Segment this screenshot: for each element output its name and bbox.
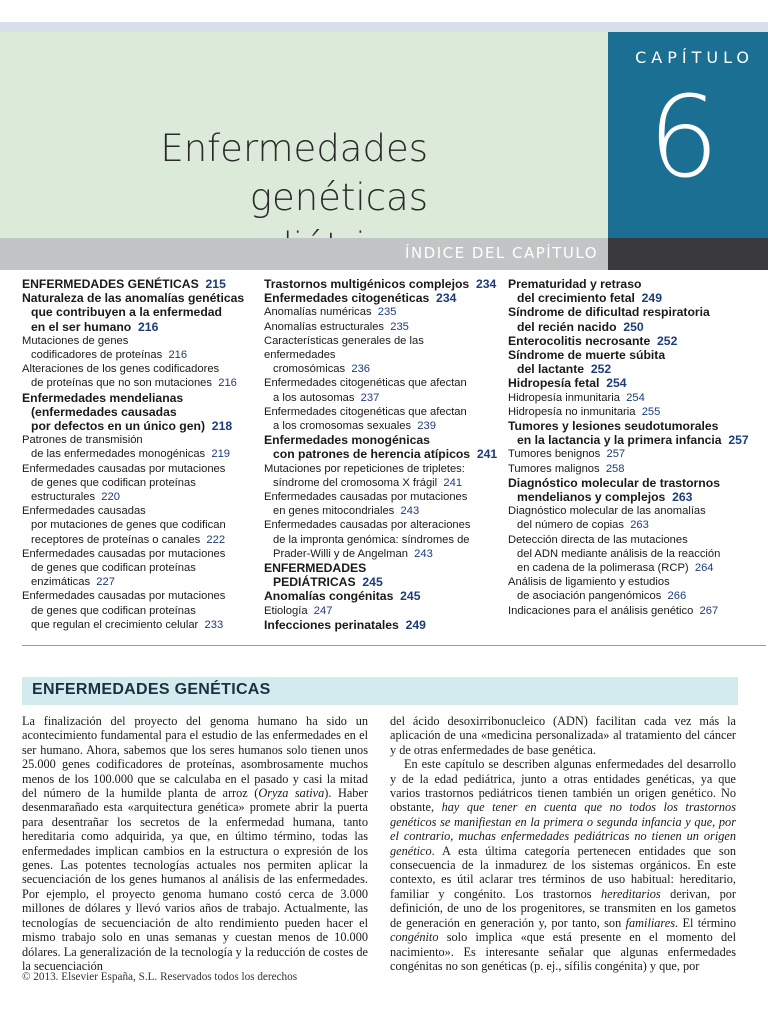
toc-entry-title: Anomalías estructurales [264,320,385,333]
toc-page-number: 249 [398,617,426,632]
toc-entry [22,547,254,561]
body-paragraph: del ácido desoxirribonucleico (ADN) facilitan cada vez más la aplicación de una «medicina personalizada» al tratamiento del cáncer y de otras enfermedades de base genética. [390,714,736,757]
toc-page-number: 252 [650,333,678,348]
body-italic-text: hereditarios [601,886,661,901]
toc-entry-title: Enfermedades citogenéticas que afectan [264,405,467,418]
toc-entry-title: Síndrome de dificultad respiratoria [508,305,710,320]
toc-page-number: 247 [307,604,333,617]
toc-entry [264,405,498,419]
toc-entry [264,561,498,575]
toc-page-number: 254 [599,376,627,391]
toc-page-number: 263 [665,490,693,505]
toc-entry-title: Naturaleza de las anomalías genéticas [22,291,245,306]
toc-entry [22,589,254,603]
toc-entry-title: Mutaciones por repeticiones de tripletes: [264,462,465,475]
toc-entry [22,362,254,376]
toc-entry [22,305,254,319]
toc-entry [508,362,764,376]
toc-entry [264,376,498,390]
toc-entry-title: que regulan el crecimiento celular [31,618,199,631]
toc-entry-title: Enfermedades causadas [22,505,146,518]
toc-entry-title: Diagnóstico molecular de trastornos [508,475,720,490]
toc-entry-title: Hidropesía fetal [508,376,600,391]
chapter-title-line1: Enfermedades genéticas [160,127,428,219]
body-text: derivan, por definición, de uno de los progenitores, se transmiten en los gametos de generación en generación y, por tanto, son [390,886,736,930]
toc-entry-title: Enfermedades citogenéticas que afectan [264,377,467,390]
body-text: ). Haber desenmarañado esta «arquitectura genética» promete abrir la puerta para desentrañar los secretos de la enfermedad humana, tanto hereditaria como adquirida, ya que, en último término, todas las enfermedades implican cambios en la estructura o expresión de los genes. Las potentes tecnologías actuales nos permiten aplicar la secuenciación de los genes humanos al análisis de las enfermedades. Por ejemplo, el proyecto genoma humano costó cerca de 3.000 millones de dólares y llevó varios años de trabajo. Actualmente, las tecnologías de secuenciación de alto rendimiento pueden hacer el mismo trabajo solo en unas semanas y cuestan menos de 10.000 dólares. La generalización de la tecnología y la reducción de costes de la secuenciación [22,786,368,973]
toc-entry-title: de genes que codifican proteínas [31,562,196,575]
toc-entry-title: en genes mitocondriales [273,505,395,518]
toc-entry-title: Hidropesía inmunitaria [508,391,620,404]
toc-entry [22,348,254,362]
toc-entry-title: cromosómicas [273,363,346,376]
toc-page-number: 249 [634,291,662,306]
toc-entry [264,277,498,291]
toc-page-number: 266 [661,590,687,603]
toc-entry [22,405,254,419]
toc-entry [22,291,254,305]
toc-entry-title: Enfermedades causadas por mutaciones [264,491,468,504]
toc-entry-title: Etiología [264,604,308,617]
toc-column-3 [508,277,764,618]
toc-entry-title: del recién nacido [517,319,617,334]
toc-entry [508,405,764,419]
toc-entry [508,391,764,405]
toc-entry [508,490,764,504]
toc-entry [508,305,764,319]
toc-entry [22,277,254,291]
body-italic-text: hay que tener en cuenta que no todos los trastornos genéticos se manifiestan en la primera o segunda infancia y que, por el contrario, muchas enfermedades pediátricas no tienen un origen genético [390,800,736,858]
toc-entry-title: receptores de proteínas o canales [31,533,201,546]
toc-entry [264,589,498,603]
toc-entry-title: por defectos en un único gen) [31,419,206,434]
chapter-header-band [0,32,608,238]
toc-page-number: 222 [200,533,226,546]
toc-entry [264,504,498,518]
toc-page-number: 235 [384,320,409,333]
toc-page-number: 263 [623,519,649,532]
toc-entry-title: Enfermedades causadas por alteraciones [264,519,471,532]
toc-entry-title: a los cromosomas sexuales [273,420,412,433]
toc-entry-title: Diagnóstico molecular de las anomalías [508,505,706,518]
chapter-label: CAPÍTULO [635,48,754,67]
toc-entry [508,604,764,618]
toc-entry-title: en cadena de la polimerasa (RCP) [517,562,689,575]
toc-entry [22,447,254,461]
index-band [0,238,608,270]
toc-page-number: 241 [470,447,498,462]
toc-entry [508,334,764,348]
toc-entry-title: Tumores benignos [508,448,601,461]
body-paragraph [390,757,736,973]
body-text: . El término [675,915,736,930]
toc-page-number: 241 [437,476,463,489]
toc-entry-title: Enterocolitis necrosante [508,333,651,348]
toc-entry-title: Síndrome de muerte súbita [508,348,666,363]
toc-entry-title: Tumores y lesiones seudotumorales [508,419,719,434]
toc-entry-title: Indicaciones para el análisis genético [508,604,694,617]
toc-entry [508,447,764,461]
toc-entry-title: Tumores malignos [508,462,600,475]
body-text: solo implica «que está presente en el momento del nacimiento». Es interesante señalar que algunas enfermedades congénitas no son genéticas (p. ej., sífilis congénita) y que, por [390,930,736,973]
toc-page-number: 234 [429,291,457,306]
toc-entry-title: ENFERMEDADES [264,561,367,576]
toc-column-2 [264,277,498,632]
toc-entry-title: Hidropesía no inmunitaria [508,405,636,418]
toc-entry-title: Enfermedades mendelianas [22,390,184,405]
toc-entry [22,618,254,632]
toc-column-1 [22,277,254,632]
toc-entry-title: enzimáticas [31,576,91,589]
toc-entry [264,291,498,305]
toc-entry-title: Enfermedades causadas por mutaciones [22,590,226,603]
toc-page-number: 257 [600,448,626,461]
toc-entry-title: de proteínas que no son mutaciones [31,377,212,390]
toc-entry-title: estructurales [31,491,96,504]
toc-entry [22,604,254,618]
toc-entry [264,334,498,362]
toc-entry [264,447,498,461]
toc-page-number: 255 [635,405,661,418]
index-dark-block [608,238,768,270]
toc-page-number: 234 [469,277,497,291]
toc-entry [508,504,764,518]
toc-entry [264,391,498,405]
toc-page-number: 252 [584,362,612,377]
toc-entry-title: (enfermedades causadas [31,404,177,419]
toc-entry [22,433,254,447]
toc-entry-title: codificadores de proteínas [31,349,163,362]
toc-entry-title: Infecciones perinatales [264,617,399,632]
toc-entry-title: Enfermedades causadas por mutaciones [22,462,226,475]
toc-page-number: 254 [619,391,645,404]
toc-entry [22,320,254,334]
toc-entry-title: ENFERMEDADES GENÉTICAS [22,277,199,291]
toc-entry-title: por mutaciones de genes que codifican [31,519,226,532]
toc-entry [264,533,498,547]
toc-entry-title: Enfermedades citogenéticas [264,291,430,306]
toc-entry [22,376,254,390]
toc-entry-title: Características generales de las enfermedades [264,334,424,362]
toc-entry [22,575,254,589]
toc-entry-title: del ADN mediante análisis de la reacción [517,547,721,560]
toc-entry-title: con patrones de herencia atípicos [273,447,471,462]
toc-page-number: 243 [394,505,420,518]
chapter-number: 6 [648,73,720,203]
toc-entry [22,561,254,575]
toc-page-number: 220 [95,491,120,504]
toc-entry-title: del crecimiento fetal [517,291,635,306]
toc-page-number: 216 [212,377,237,390]
toc-page-number: 237 [354,391,380,404]
toc-page-number: 264 [688,562,714,575]
toc-entry [264,547,498,561]
top-color-strip [0,22,768,32]
toc-entry [508,561,764,575]
toc-entry [264,419,498,433]
toc-entry [264,575,498,589]
toc-entry [22,533,254,547]
toc-entry [508,320,764,334]
toc-entry [508,348,764,362]
toc-page-number: 236 [345,363,371,376]
toc-entry-title: PEDIÁTRICAS [273,575,356,590]
toc-entry [264,490,498,504]
toc-entry-title: Alteraciones de los genes codificadores [22,363,220,376]
toc-page-number: 216 [131,319,159,334]
toc-entry [264,462,498,476]
toc-page-number: 219 [205,448,231,461]
body-column-2 [390,714,736,973]
toc-entry [508,277,764,291]
toc-entry [264,604,498,618]
toc-entry [22,476,254,490]
toc-entry-title: de asociación pangenómicos [517,590,662,603]
toc-entry [508,518,764,532]
toc-page-number: 258 [599,462,625,475]
body-text: . A esta última categoría pertenecen entidades que son consecuencia de la inmadurez de los sistemas orgánicos. En este contexto, es útil aclarar tres términos de uso habitual: hereditario, familiar y congénito. Los trastornos [390,843,736,901]
toc-entry-title: mendelianos y complejos [517,490,666,505]
toc-entry [508,589,764,603]
toc-entry [264,305,498,319]
toc-page-number: 227 [90,576,115,589]
toc-page-number: 243 [407,547,433,560]
toc-entry [22,391,254,405]
toc-entry [508,462,764,476]
toc-entry-title: que contribuyen a la enfermedad [31,305,222,320]
toc-entry-title: de genes que codifican proteínas [31,604,196,617]
toc-page-number: 218 [205,419,233,434]
body-column-1 [22,714,368,973]
body-italic-text: congénito [390,930,439,945]
toc-entry-title: Prematuridad y retraso [508,277,642,291]
toc-entry [508,533,764,547]
toc-page-number: 267 [693,604,719,617]
toc-entry-title: de genes que codifican proteínas [31,476,196,489]
toc-entry [22,462,254,476]
body-text: La finalización del proyecto del genoma humano ha sido un acontecimiento fundamental para el estudio de las enfermedades en el ser humano. Ahora, sabemos que los seres humanos solo tienen unos 25.000 genes codificadores de proteínas, asombrosamente muchos menos de los 100.000 que se calculaba en el pasado y casi la mitad del número de la humilde planta de arroz ( [22,714,368,801]
toc-entry [508,433,764,447]
toc-page-number: 245 [393,589,421,604]
body-italic-text: Oryza sativa [258,786,325,801]
body-paragraph [22,714,368,973]
toc-page-number: 235 [371,306,397,319]
toc-entry [264,476,498,490]
toc-entry-title: en la lactancia y la primera infancia [517,433,722,448]
toc-page-number: 239 [411,420,436,433]
toc-entry-title: del número de copias [517,519,624,532]
body-italic-text: familiares [625,915,675,930]
toc-entry [508,291,764,305]
toc-entry-title: Enfermedades monogénicas [264,433,430,448]
chapter-number-block [608,32,768,238]
toc-entry-title: Trastornos multigénicos complejos [264,277,470,291]
toc-entry [264,433,498,447]
toc-entry-title: de las enfermedades monogénicas [31,448,206,461]
toc-entry [264,320,498,334]
toc-entry-title: Mutaciones de genes [22,334,129,347]
toc-entry [264,618,498,632]
index-label: ÍNDICE DEL CAPÍTULO [405,244,598,262]
toc-entry-title: Prader-Willi y de Angelman [273,547,408,560]
toc-entry [22,490,254,504]
body-text: En este capítulo se describen algunas enfermedades del desarrollo y de la edad pediátrica, junto a otras entidades genéticas, ya que varios trastornos pediátricos tienen también un origen genético. No obstante, [390,757,736,815]
toc-page-number: 233 [198,618,224,631]
toc-entry [22,518,254,532]
toc-divider [22,645,766,646]
toc-entry [508,547,764,561]
toc-entry [22,334,254,348]
section-heading-band [22,677,738,705]
section-title: ENFERMEDADES GENÉTICAS [32,681,271,698]
toc-entry-title: Análisis de ligamiento y estudios [508,576,670,589]
toc-entry-title: Anomalías numéricas [264,306,372,319]
toc-entry-title: Patrones de transmisión [22,434,143,447]
toc-entry-title: del lactante [517,362,585,377]
toc-entry [508,419,764,433]
toc-entry [508,376,764,390]
toc-entry-title: a los autosomas [273,391,355,404]
toc-entry-title: de la impronta genómica: síndromes de [273,533,470,546]
toc-entry [22,419,254,433]
toc-entry [508,575,764,589]
toc-entry [22,504,254,518]
toc-entry-title: en el ser humano [31,319,132,334]
toc-page-number: 216 [162,349,188,362]
toc-entry [264,518,498,532]
toc-page-number: 257 [721,433,749,448]
toc-entry-title: síndrome del cromosoma X frágil [273,476,438,489]
toc-page-number: 215 [198,277,226,291]
toc-entry-title: Detección directa de las mutaciones [508,533,688,546]
toc-page-number: 250 [616,319,644,334]
toc-entry-title: Enfermedades causadas por mutaciones [22,547,226,560]
toc-entry [508,476,764,490]
copyright-notice: © 2013. Elsevier España, S.L. Reservados todos los derechos [22,971,298,983]
toc-entry [264,362,498,376]
toc-page-number: 245 [355,575,383,590]
toc-entry-title: Anomalías congénitas [264,589,394,604]
